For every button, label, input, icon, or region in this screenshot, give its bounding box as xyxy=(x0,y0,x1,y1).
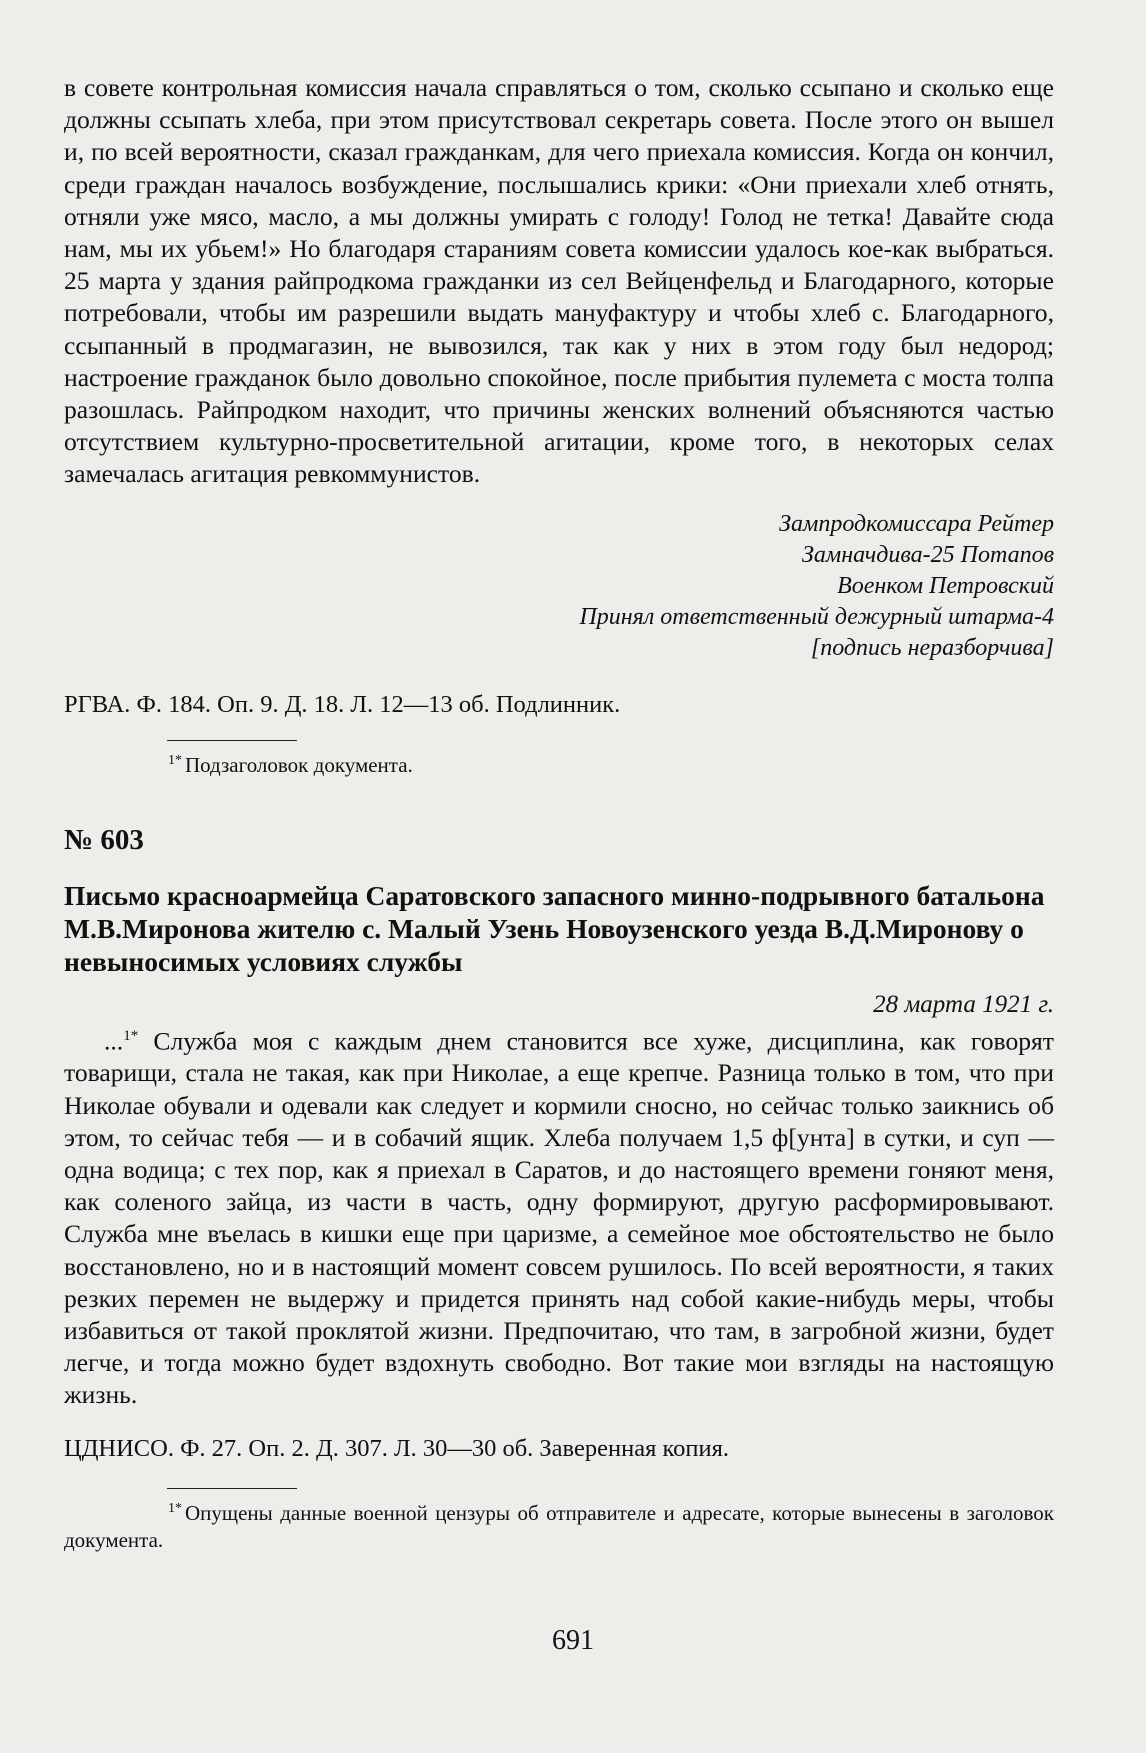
previous-document-paragraph: в совете контрольная комиссия начала справляться о том, сколько ссыпано и сколько еще должны ссыпать хлеба, при этом присутствовал секретарь совета. После этого он вышел и, по всей вероятности, сказал гражданкам, для чего приехала комиссия. Когда он кончил, среди граждан началось возбуждение, послышались крики: «Они приехали хлеб отнять, отняли уже мясо, масло, а мы должны умирать с голоду! Голод не тетка! Давайте сюда нам, мы их убьем!» Но благодаря стараниям совета комиссии удалось кое-как выбраться. 25 марта у здания райпродкома гражданки из сел Вейценфельд и Благодарного, которые потребовали, чтобы им разрешили выдать мануфактуру и чтобы хлеб с. Благодарного, ссыпанный в продмагазин, не вывозился, так как у них в этом году был недород; настроение гражданок было довольно спокойное, после прибытия пулемета с моста толпа разошлась. Райпродком находит, что причины женских волнений объясняются частью отсутствием культурно-просветительной агитации, кроме того, в некоторых селах замечалась агитация ревкоммунистов. xyxy=(64,73,1054,489)
footnote-reference-mark: 1* xyxy=(123,1027,139,1044)
document-date: 28 марта 1921 г. xyxy=(873,990,1054,1018)
document-body-text: Служба моя с каждым днем становится все хуже, дисциплина, как говорят товарищи, стала не такая, как при Николае, а еще крепче. Разница только в том, что при Николае обували и одевали как следует и кормили сносно, но сейчас только заикнись об этом, то сейчас тебя — и в собачий ящик. Хлеба получаем 1,5 ф[унта] в сутки, и суп — одна водица; с тех пор, как я приехал в Саратов, и до настоящего времени гоняют меня, как соленого зайца, из части в часть, одну формируют, другую расформировывают. Служба мне въелась в кишки еще при царизме, а семейное мое обстоятельство не было восстановлено, но и в настоящий момент совсем рушилось. По всей вероятности, я таких резких перемен не выдержу и придется принять над собой какие-нибудь меры, чтобы избавиться от такой проклятой жизни. Предпочитаю, что там, в загробной жизни, будет легче, и тогда можно будет вздохнуть свободно. Вот такие мои взгляды на настоящую жизнь. xyxy=(64,1026,1054,1410)
footnote xyxy=(64,1495,1054,1554)
footnote xyxy=(168,747,1054,779)
footnote-divider xyxy=(167,1488,297,1489)
footnote-text: Опущены данные военной цензуры об отправителе и адресате, которые вынесены в заголовок документа. xyxy=(64,1500,1054,1552)
document-body xyxy=(64,1020,1054,1412)
archive-reference: ЦДНИСО. Ф. 27. Оп. 2. Д. 307. Л. 30—30 об. Заверенная копия. xyxy=(64,1434,729,1462)
signature-line: Военком Петровский xyxy=(837,572,1054,599)
footnote-mark: 1* xyxy=(168,1500,182,1516)
page-number: 691 xyxy=(552,1625,594,1656)
signature-line: Замначдива-25 Потапов xyxy=(802,541,1054,568)
signature-line: Зампродкомиссара Рейтер xyxy=(779,510,1054,537)
omission-ellipsis: ... xyxy=(104,1026,124,1056)
signature-line: Принял ответственный дежурный штарма-4 xyxy=(579,603,1054,630)
archive-reference: РГВА. Ф. 184. Оп. 9. Д. 18. Л. 12—13 об. Подлинник. xyxy=(64,690,621,718)
footnote-mark: 1* xyxy=(168,752,182,768)
signature-line: [подпись неразборчива] xyxy=(810,634,1054,661)
footnote-text: Подзаголовок документа. xyxy=(185,752,413,777)
page-content xyxy=(64,72,1054,1554)
document-number: № 603 xyxy=(64,823,144,856)
signature-block xyxy=(64,509,1054,664)
footnote-divider xyxy=(167,740,297,741)
document-title: Письмо красноармейца Саратовского запасного минно-подрывного батальона М.В.Миронова жителю с. Малый Узень Новоузенского уезда В.Д.Миронову о невыносимых условиях службы xyxy=(64,879,1045,977)
